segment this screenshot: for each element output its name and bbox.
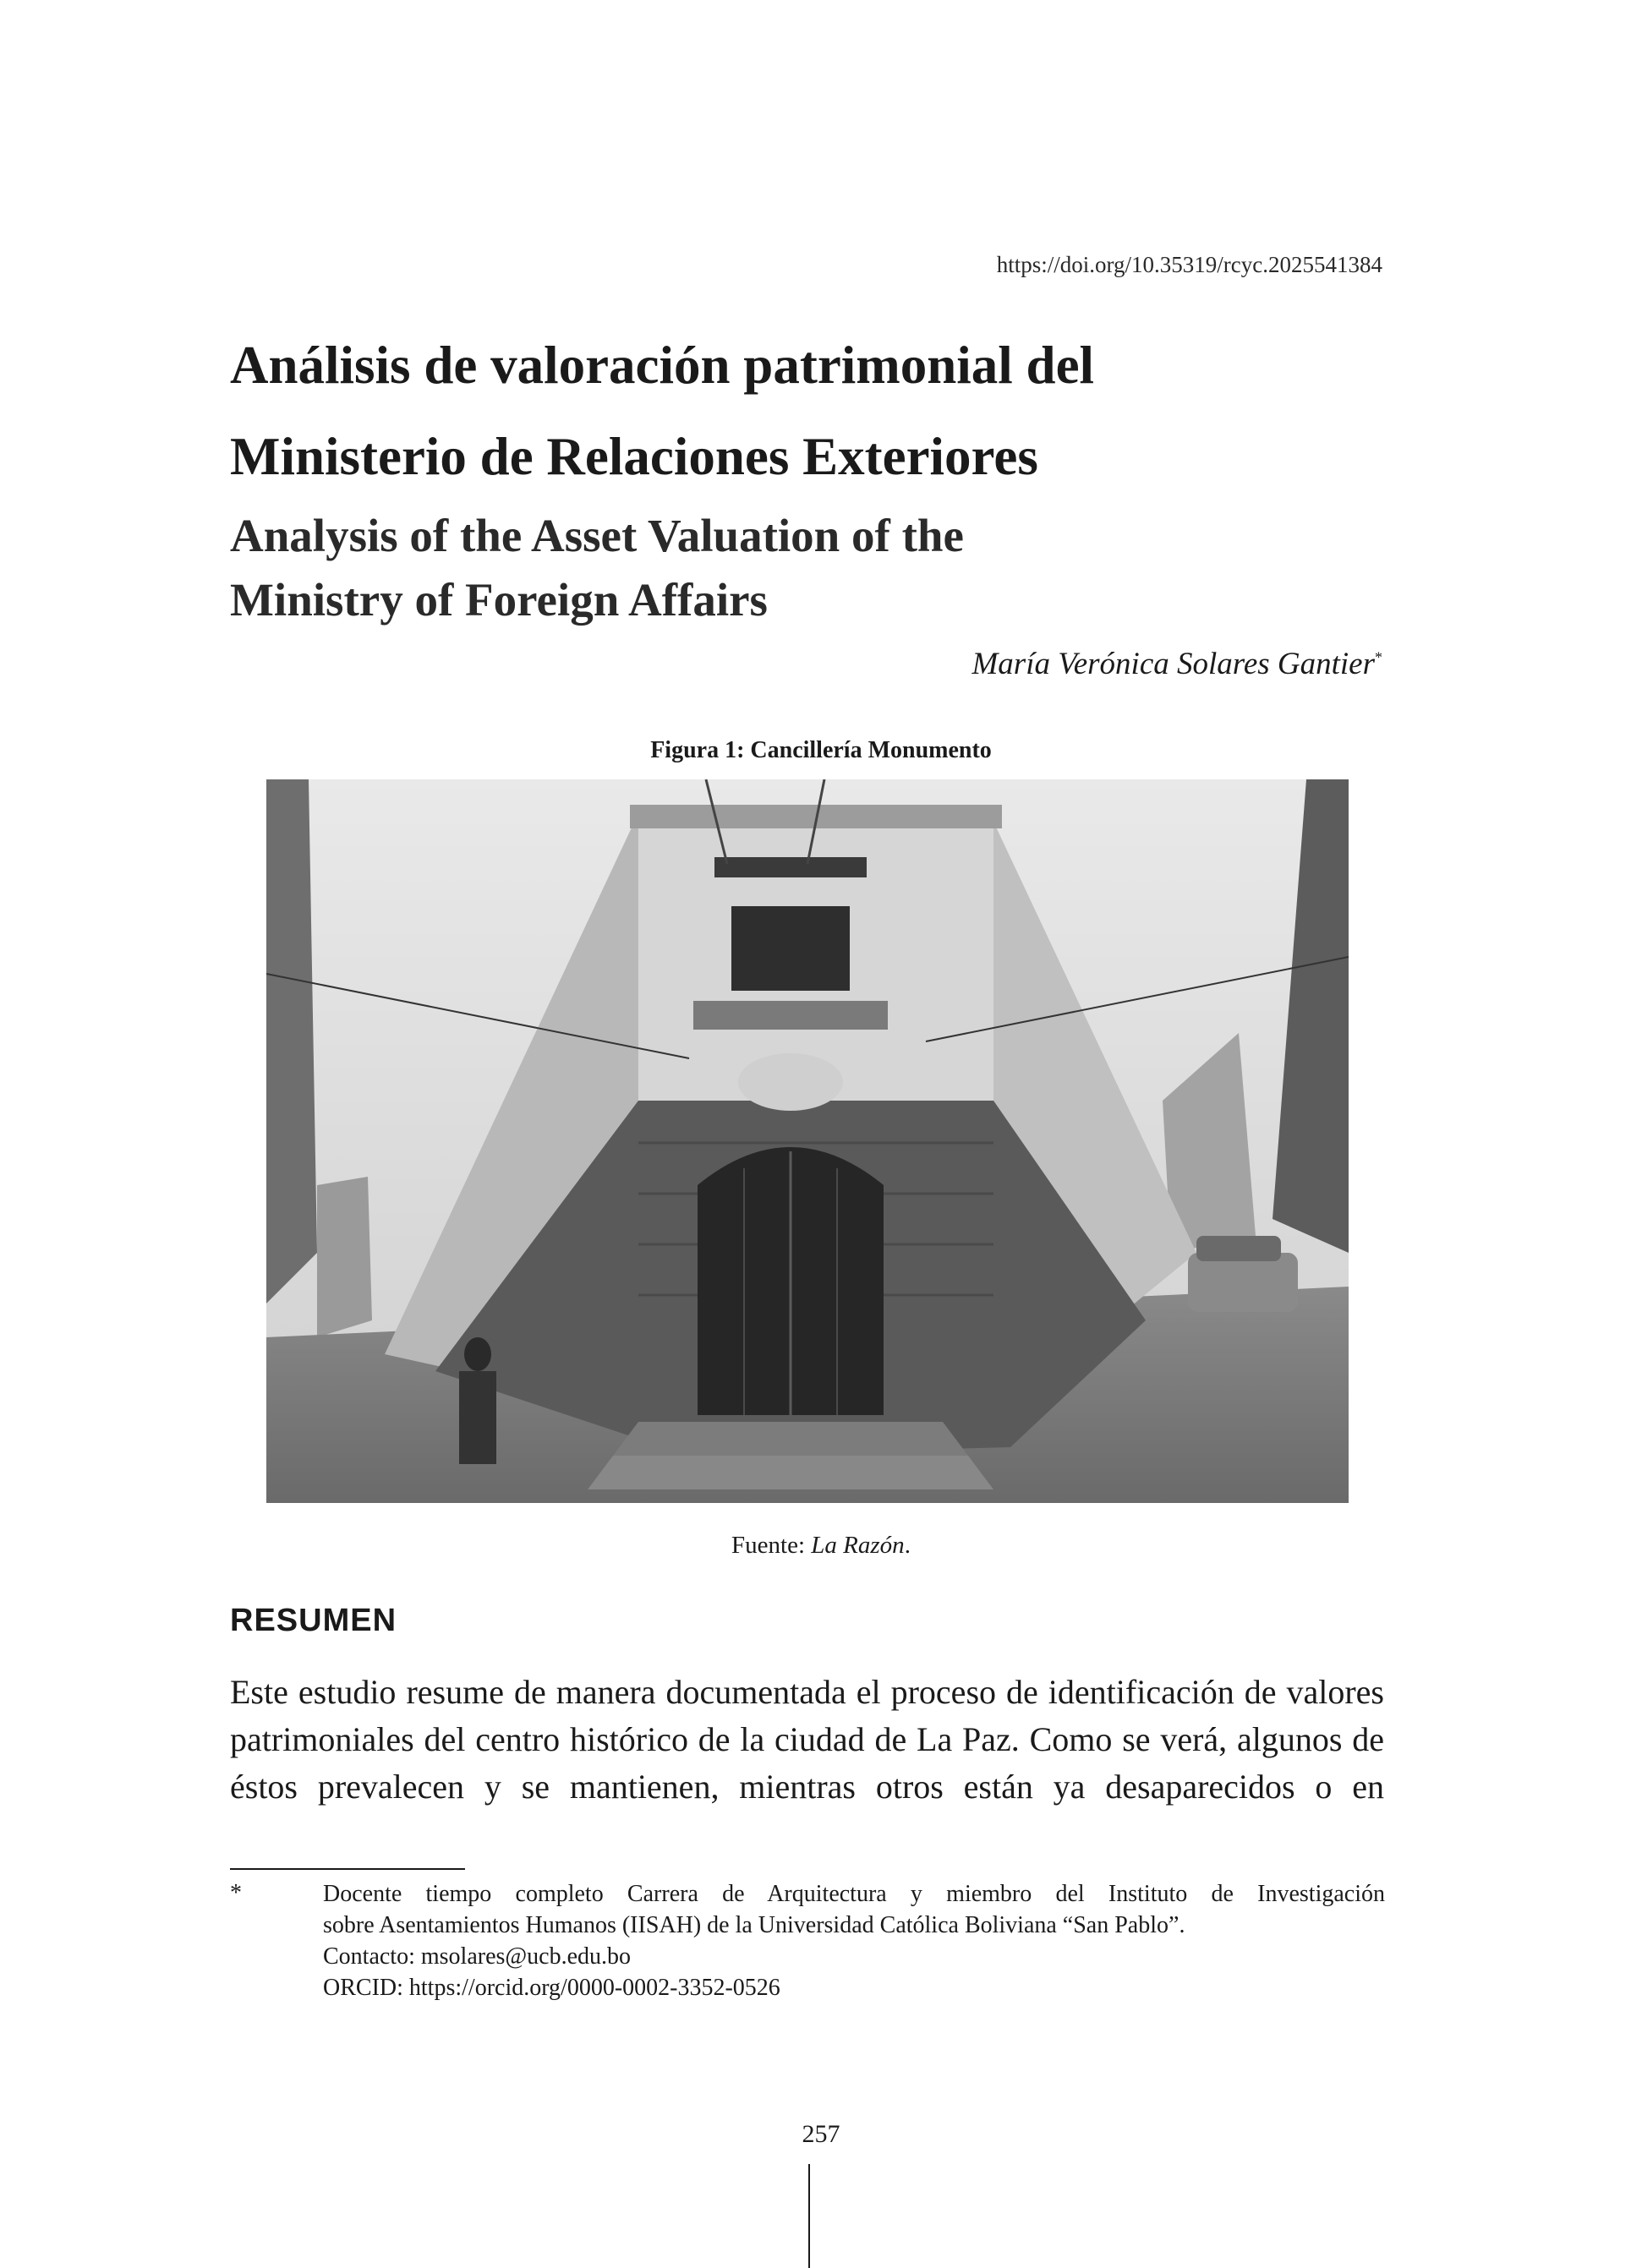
footnote-line-1: Docente tiempo completo Carrera de Arquitectura y miembro del Instituto de Investigación	[323, 1881, 1385, 1907]
footnote-orcid[interactable]: ORCID: https://orcid.org/0000-0002-3352-0526	[323, 1975, 780, 2001]
article-title	[230, 320, 1414, 502]
footnote-contact[interactable]: Contacto: msolares@ucb.edu.bo	[323, 1943, 632, 1970]
figure-source-name: La Razón	[811, 1532, 905, 1559]
page-number: 257	[802, 2120, 840, 2148]
footnote-marker: *	[230, 1880, 242, 1906]
figure-source-prefix: Fuente:	[731, 1532, 812, 1559]
figure-source-suffix: .	[904, 1532, 911, 1559]
figure-caption: Figura 1: Cancillería Monumento	[650, 737, 992, 763]
footnote	[323, 1878, 1385, 2003]
subtitle-line-1: Analysis of the Asset Valuation of the	[230, 510, 964, 561]
abstract-text: Este estudio resume de manera documentada el proceso de identificación de valores patrimoniales del centro histórico de la ciudad de La Paz. Como se verá, algunos de éstos prevalecen y se mantienen, mientras otros están ya desaparecidos o en	[230, 1673, 1384, 1806]
subtitle-line-2: Ministry of Foreign Affairs	[230, 574, 768, 626]
author-footnote-marker[interactable]: *	[1375, 648, 1382, 666]
author	[972, 646, 1382, 682]
footnote-divider	[230, 1868, 465, 1870]
footnote-line-2: sobre Asentamientos Humanos (IISAH) de la Universidad Católica Boliviana “San Pablo”.	[323, 1912, 1185, 1938]
figure-source	[0, 1532, 1642, 1560]
doi-link[interactable]: https://doi.org/10.35319/rcyc.2025541384	[996, 252, 1382, 277]
article-subtitle	[230, 504, 1414, 632]
building-photo	[266, 779, 1349, 1503]
title-line-2: Ministerio de Relaciones Exteriores	[230, 427, 1038, 486]
title-line-1: Análisis de valoración patrimonial del	[230, 336, 1095, 395]
author-name: María Verónica Solares Gantier	[972, 647, 1375, 681]
page-bottom-rule	[808, 2164, 810, 2268]
abstract-heading: RESUMEN	[230, 1603, 397, 1638]
